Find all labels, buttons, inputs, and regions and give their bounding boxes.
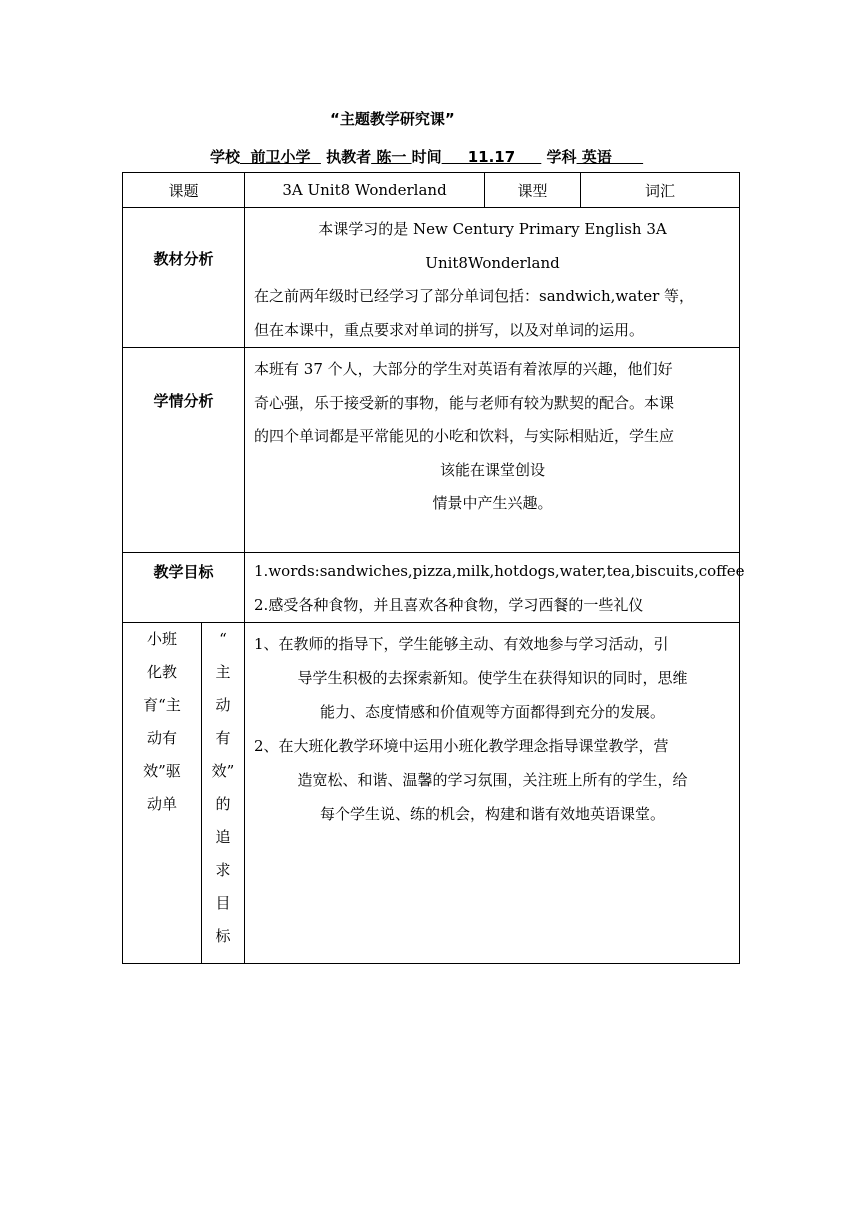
goal-item-2-line: 造宽松、和谐、温馨的学习氛围，关注班上所有的学生，给 [297,771,688,789]
goal-label-char: 目 [215,894,231,912]
goal-item-1-line: 1、在教师的指导下，学生能够主动、有效地参与学习活动，引 [254,635,669,653]
student-analysis-label: 学情分析 [123,348,245,553]
teaching-goal-1: 1.words:sandwiches,pizza,milk,hotdogs,water,tea,biscuits,coffee [254,562,745,580]
material-line-3: 在之前两年级时已经学习了部分单词包括：sandwich,water 等， [254,287,695,305]
teaching-goals-row [123,553,740,623]
goal-label-char: 求 [215,861,231,879]
small-class-label-line: 动单 [146,795,177,813]
goal-label-char: 追 [215,828,231,846]
type-label: 课型 [485,173,581,208]
goal-label-char: 标 [215,927,231,945]
type-value: 词汇 [581,173,740,208]
teacher-value: 陈一 [371,148,412,166]
small-class-label [123,623,202,964]
small-class-label-line: 育“主 [143,696,181,714]
material-line-1: 本课学习的是 New Century Primary English 3A [318,220,667,238]
material-analysis-content [245,208,740,348]
page-title: “主题教学研究课” [330,110,455,128]
goal-item-2-line: 每个学生说、练的机会，构建和谐有效地英语课堂。 [320,805,666,823]
topic-label: 课题 [123,173,245,208]
goal-label-char: 动 [215,696,231,714]
small-class-row [123,623,740,964]
student-analysis-row [123,348,740,553]
goal-label-char: 的 [215,795,231,813]
goal-label-char: “ [219,630,227,648]
goal-item-1-line: 能力、态度情感和价值观等方面都得到充分的发展。 [320,703,666,721]
teaching-goals-content [245,553,745,623]
lesson-meta-line [210,146,643,167]
goal-item-2 [254,729,731,831]
goal-item-2-line: 2、在大班化教学环境中运用小班化教学理念指导课堂教学，营 [254,737,669,755]
student-analysis-content [245,348,740,553]
student-line-1: 本班有 37 个人，大部分的学生对英语有着浓厚的兴趣，他们好 [254,360,673,378]
topic-value: 3A Unit8 Wonderland [245,173,485,208]
goal-label-char: 主 [215,663,231,681]
student-line-2: 奇心强，乐于接受新的事物，能与老师有较为默契的配合。本课 [254,393,675,412]
small-class-label-line: 小班 [146,630,177,648]
teacher-label: 执教者 [326,148,372,166]
small-class-label-line: 化教 [146,663,177,681]
small-class-label-line: 动有 [146,729,177,747]
teaching-goals-label: 教学目标 [123,553,245,623]
material-line-4: 但在本课中，重点要求对单词的拼写，以及对单词的运用。 [254,320,645,339]
subject-label: 学科 [546,148,577,166]
time-value: 11.17 [441,148,542,166]
school-label: 学校 [210,148,241,166]
topic-row [123,173,740,208]
small-class-label-line: 效”驱 [143,762,181,780]
active-effective-goals-content [245,623,740,964]
goal-label-char: 效” [211,762,235,780]
school-value: 前卫小学 [240,148,321,166]
time-label: 时间 [411,148,442,166]
goal-item-1-line: 导学生积极的去探索新知。使学生在获得知识的同时，思维 [297,669,688,687]
material-analysis-label: 教材分析 [123,208,245,348]
student-line-4: 该能在课堂创设 [440,460,546,479]
active-effective-goal-label [202,623,245,964]
lesson-plan-table [122,172,745,964]
student-line-3: 的四个单词都是平常能见的小吃和饮料，与实际相贴近，学生应 [254,427,675,445]
goal-label-char: 有 [215,729,231,747]
material-analysis-row [123,208,740,348]
material-line-2: Unit8Wonderland [425,253,560,272]
teaching-goal-2: 2.感受各种食物，并且喜欢各种食物，学习西餐的一些礼仪 [254,595,644,614]
student-line-5: 情景中产生兴趣。 [432,494,553,512]
goal-item-1 [254,627,731,729]
subject-value: 英语 [576,148,644,166]
